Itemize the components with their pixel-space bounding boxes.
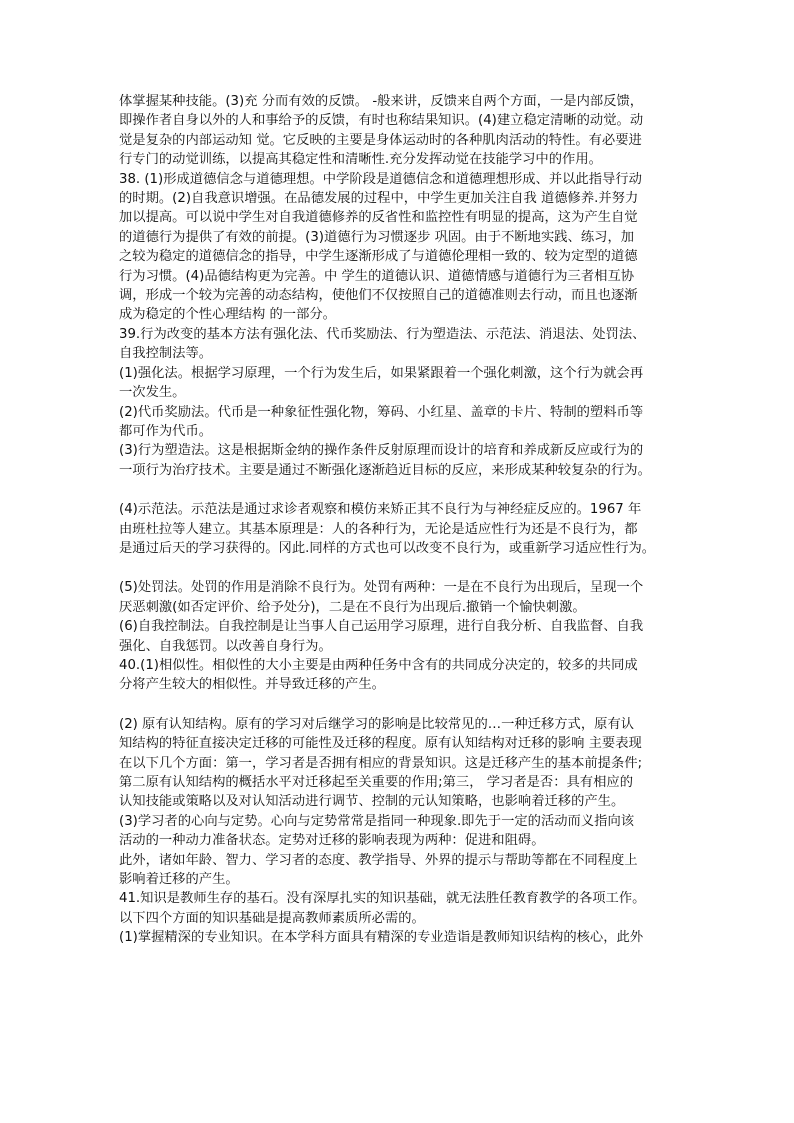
- text-line: (1)掌握精深的专业知识。在本学科方面具有精深的专业造诣是教师知识结构的核心，此外: [119, 930, 644, 946]
- text-line: 40.(1)相似性。相似性的大小主要是由两种任务中含有的共同成分决定的，较多的共同成: [119, 657, 638, 673]
- text-line: 此外，诸如年龄、智力、学习者的态度、教学指导、外界的提示与帮助等都在不同程度上: [119, 852, 638, 868]
- text-line: (2) 原有认知结构。原有的学习对后继学习的影响是比较常见的…一种迁移方式，原有认: [119, 716, 635, 732]
- text-line: 一次发生。: [119, 385, 186, 401]
- text-line: (4)示范法。示范法是通过求诊者观察和模仿来矫正其不良行为与神经症反应的。1967 年: [119, 502, 642, 518]
- text-line: 都可作为代币。: [119, 423, 213, 439]
- text-line: 由班杜拉等人建立。其基本原理是：人的各种行为，无论是适应性行为还是不良行为，都: [119, 521, 638, 537]
- text-line: 即操作者自身以外的人和事给予的反馈，有时也称结果知识。(4)建立稳定清晰的动觉。动: [119, 113, 644, 129]
- paragraph-gap: [119, 480, 685, 500]
- text-line: 一项行为治疗技术。主要是通过不断强化逐渐趋近目标的反应，来形成某种较复杂的行为。: [119, 462, 651, 478]
- text-line: 行为习惯。(4)品德结构更为完善。中 学生的道德认识、道德情感与道德行为三者相互协: [119, 268, 635, 284]
- text-line: 分将产生较大的相似性。并导致迁移的产生。: [119, 677, 385, 693]
- text-line: 觉是复杂的内部运动知 觉。它反映的主要是身体运动时的各种肌肉活动的特性。有必要进: [119, 132, 642, 148]
- text-line: (1)强化法。根据学习原理，一个行为发生后，如果紧跟着一个强化刺激，这个行为就会再: [119, 365, 644, 381]
- text-line: 之较为稳定的道德信念的指导，中学生逐渐形成了与道德伦理相一致的、较为定型的道德: [119, 249, 638, 265]
- text-line: 强化、自我惩罚。以改善自身行为。: [119, 638, 332, 654]
- text-line: 的道德行为提供了有效的前提。(3)道德行为习惯逐步 巩固。由于不断地实践、练习，加: [119, 229, 635, 245]
- document-page: [119, 92, 685, 948]
- text-line: 38. (1)形成道德信念与道德理想。中学阶段是道德信念和道德理想形成、并以此指导行动: [119, 171, 642, 187]
- text-line: (6)自我控制法。自我控制是让当事人自己运用学习原理，进行自我分析、自我监督、自我: [119, 619, 644, 635]
- text-line: 厌恶刺激(如否定评价、给予处分)，二是在不良行为出现后.撤销一个愉快刺激。: [119, 599, 586, 615]
- text-line: (5)处罚法。处罚的作用是消除不良行为。处罚有两种：一是在不良行为出现后，呈现一个: [119, 580, 644, 596]
- text-line: 知结构的特征直接决定迁移的可能性及迁移的程度。原有认知结构对迁移的影响 主要表现: [119, 736, 642, 752]
- text-line: 成为稳定的个性心理结构 的一部分。: [119, 307, 336, 323]
- text-line: 认知技能或策略以及对认知活动进行调节、控制的元认知策略，也影响着迁移的产生。: [119, 794, 625, 810]
- text-line: 是通过后天的学习获得的。冈此.同样的方式也可以改变不良行为，或重新学习适应性行为。: [119, 540, 656, 556]
- text-line: 行专门的动觉训练，以提高其稳定性和清晰性.充分发挥动觉在技能学习中的作用。: [119, 152, 602, 168]
- text-line: 41.知识是教师生存的基石。没有深厚扎实的知识基础，就无法胜任教育教学的各项工作。: [119, 891, 646, 907]
- text-line: 的时期。(2)自我意识增强。在品德发展的过程中，中学生更加关注自我 道德修养.并努力: [119, 191, 639, 207]
- text-line: 39.行为改变的基本方法有强化法、代币奖励法、行为塑造法、示范法、消退法、处罚法、: [119, 326, 646, 342]
- text-line: 在以下几个方面：第一，学习者是否拥有相应的背景知识。这是迁移产生的基本前提条件;: [119, 755, 643, 771]
- text-line: (3)行为塑造法。这是根据斯金纳的操作条件反射原理而设计的培育和养成新反应或行为的: [119, 443, 644, 459]
- text-line: 自我控制法等。: [119, 346, 213, 362]
- text-line: 活动的一种动力准备状态。定势对迁移的影响表现为两种：促进和阻碍。: [119, 833, 545, 849]
- text-line: (3)学习者的心向与定势。心向与定势常常是指同一种现象.即先于一定的活动而义指向该: [119, 813, 635, 829]
- text-line: 影响着迁移的产生。: [119, 872, 239, 888]
- text-line: 体掌握某种技能。(3)充 分而有效的反馈。 -般来讲，反馈来自两个方面，一是内部反馈，: [119, 94, 644, 109]
- text-line: 调，形成一个较为完善的动态结构，使他们不仅按照自己的道德准则去行动，而且也逐渐: [119, 288, 638, 304]
- text-line: 加以提高。可以说中学生对自我道德修养的反省性和监控性有明显的提高，这为产生自觉: [119, 210, 638, 226]
- text-line: 第二原有认知结构的概括水平对迁移起至关重要的作用;第三， 学习者是否：具有相应的: [119, 775, 633, 790]
- text-line: (2)代币奖励法。代币是一种象征性强化物，筹码、小红星、盖章的卡片、特制的塑料币等: [119, 404, 644, 420]
- paragraph-gap: [119, 695, 685, 715]
- paragraph-gap: [119, 558, 685, 578]
- text-line: 以下四个方面的知识基础是提高教师素质所必需的。: [119, 910, 425, 926]
